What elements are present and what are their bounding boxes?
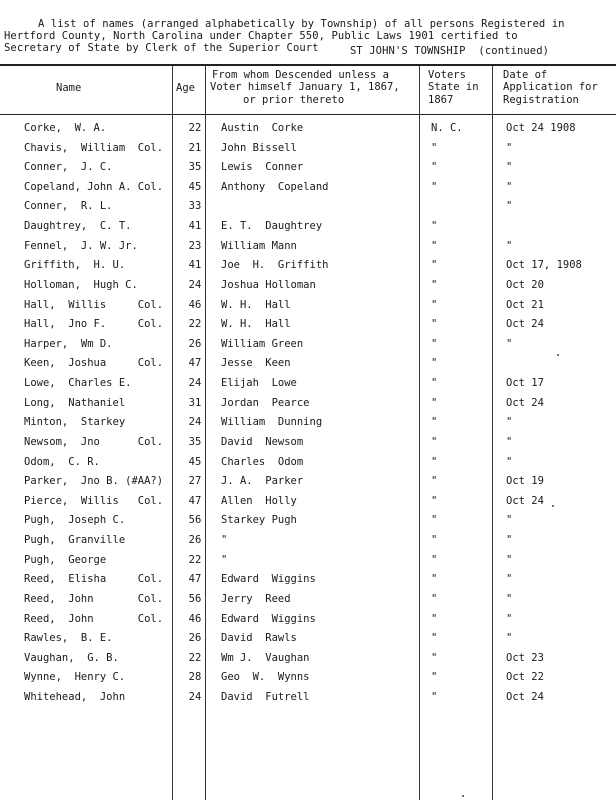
cell-name: Griffith, H. U.	[24, 259, 126, 272]
cell-date: "	[506, 534, 513, 547]
cell-age: 35	[188, 161, 202, 174]
cell-name: Harper, Wm D.	[24, 337, 113, 350]
cell-date: "	[506, 455, 513, 468]
cell-state: "	[431, 651, 438, 664]
cell-name: Pierce, Willis Col.	[24, 494, 164, 507]
column-divider	[419, 66, 420, 800]
cell-name: Pugh, Granville	[24, 534, 126, 547]
cell-name: Rawles, B. E.	[24, 632, 113, 645]
cell-descended: Starkey Pugh	[221, 514, 297, 527]
cell-age: 56	[188, 592, 202, 605]
header-line-2: Hertford County, North Carolina under Chapter 550, Public Laws 1901 certified to	[4, 30, 518, 42]
cell-age: 23	[188, 239, 202, 252]
cell-name: Copeland, John A. Col.	[24, 180, 164, 193]
cell-descended: "	[221, 534, 228, 547]
cell-age: 41	[188, 259, 202, 272]
column-header-date-1: Date of	[503, 69, 548, 81]
cell-state: "	[431, 435, 438, 448]
cell-descended: Anthony Copeland	[221, 180, 329, 193]
cell-date: "	[506, 141, 513, 154]
cell-date: Oct 24 1908	[506, 122, 576, 134]
cell-name: Holloman, Hugh C.	[24, 278, 138, 291]
cell-name: Wynne, Henry C.	[24, 671, 126, 684]
cell-name: Corke, W. A.	[24, 122, 107, 134]
cell-name: Chavis, William Col.	[24, 141, 164, 154]
cell-date: Oct 24	[506, 396, 544, 409]
cell-age: 47	[188, 573, 202, 586]
cell-age: 35	[188, 435, 202, 448]
cell-age: 27	[188, 475, 202, 488]
cell-descended: Allen Holly	[221, 494, 297, 507]
cell-age: 22	[188, 651, 202, 664]
cell-date: Oct 20	[506, 278, 544, 291]
cell-age: 56	[188, 514, 202, 527]
column-header-voters-2: State in	[428, 81, 479, 93]
cell-age: 22	[188, 553, 202, 566]
cell-state: "	[431, 298, 438, 311]
cell-date: "	[506, 180, 513, 193]
column-divider	[492, 66, 493, 800]
header-bottom-rule	[0, 114, 616, 115]
header-line-3: Secretary of State by Clerk of the Superior Court	[4, 42, 319, 54]
cell-descended: David Rawls	[221, 632, 297, 645]
cell-state: "	[431, 337, 438, 350]
cell-state: "	[431, 259, 438, 272]
cell-age: 41	[188, 220, 202, 233]
cell-name: Odom, C. R.	[24, 455, 100, 468]
cell-name: Hall, Jno F. Col.	[24, 318, 164, 331]
column-divider	[172, 66, 173, 800]
cell-date: Oct 19	[506, 475, 544, 488]
cell-age: 26	[188, 337, 202, 350]
cell-date: Oct 21	[506, 298, 544, 311]
cell-state: "	[431, 416, 438, 429]
cell-descended: Wm J. Vaughan	[221, 651, 310, 664]
cell-date: Oct 23	[506, 651, 544, 664]
cell-descended: Geo W. Wynns	[221, 671, 310, 684]
cell-age: 46	[188, 612, 202, 625]
cell-state: "	[431, 514, 438, 527]
cell-state: "	[431, 671, 438, 684]
cell-descended: David Newsom	[221, 435, 304, 448]
cell-state: "	[431, 573, 438, 586]
cell-name: Daughtrey, C. T.	[24, 220, 132, 233]
cell-name: Newsom, Jno Col.	[24, 435, 164, 448]
cell-name: Reed, John Col.	[24, 592, 164, 605]
cell-date: "	[506, 514, 513, 527]
column-header-name: Name	[56, 82, 82, 94]
column-header-age: Age	[176, 82, 195, 94]
cell-age: 45	[188, 180, 202, 193]
cell-state: "	[431, 278, 438, 291]
cell-age: 46	[188, 298, 202, 311]
cell-name: Fennel, J. W. Jr.	[24, 239, 138, 252]
cell-age: 24	[188, 377, 202, 390]
cell-name: Vaughan, G. B.	[24, 651, 119, 664]
cell-age: 45	[188, 455, 202, 468]
cell-date: Oct 17	[506, 377, 544, 390]
speck	[557, 354, 559, 356]
cell-date: Oct 24	[506, 318, 544, 331]
cell-age: 28	[188, 671, 202, 684]
cell-state: "	[431, 318, 438, 331]
cell-state: "	[431, 553, 438, 566]
cell-state: N. C.	[431, 122, 463, 134]
cell-age: 33	[188, 200, 202, 213]
cell-date: Oct 22	[506, 671, 544, 684]
top-rule	[0, 64, 616, 66]
cell-date: "	[506, 435, 513, 448]
cell-descended: Jordan Pearce	[221, 396, 310, 409]
cell-date: "	[506, 239, 513, 252]
cell-age: 22	[188, 122, 202, 134]
cell-state: "	[431, 632, 438, 645]
cell-descended: W. H. Hall	[221, 298, 291, 311]
column-header-voters-3: 1867	[428, 94, 454, 106]
cell-state: "	[431, 377, 438, 390]
cell-state: "	[431, 494, 438, 507]
header-line-1: A list of names (arranged alphabetically by Township) of all persons Registered in	[38, 18, 565, 30]
cell-date: Oct 17, 1908	[506, 259, 582, 272]
cell-descended: Jerry Reed	[221, 592, 291, 605]
cell-date: "	[506, 416, 513, 429]
cell-date: "	[506, 573, 513, 586]
cell-state: "	[431, 161, 438, 174]
cell-descended: "	[221, 553, 228, 566]
cell-state: "	[431, 475, 438, 488]
cell-state: "	[431, 180, 438, 193]
column-header-descended-1: From whom Descended unless a	[212, 69, 390, 81]
cell-state: "	[431, 396, 438, 409]
cell-age: 47	[188, 357, 202, 370]
cell-descended: Edward Wiggins	[221, 573, 316, 586]
cell-name: Reed, Elisha Col.	[24, 573, 164, 586]
speck	[462, 795, 464, 797]
cell-descended: J. A. Parker	[221, 475, 304, 488]
cell-age: 24	[188, 416, 202, 429]
cell-age: 26	[188, 632, 202, 645]
cell-name: Parker, Jno B. (#AA?)	[24, 475, 164, 488]
cell-date: "	[506, 612, 513, 625]
cell-descended: William Mann	[221, 239, 297, 252]
cell-date: "	[506, 592, 513, 605]
cell-age: 21	[188, 141, 202, 154]
cell-descended: Edward Wiggins	[221, 612, 316, 625]
cell-descended: Joshua Holloman	[221, 278, 316, 291]
cell-state: "	[431, 534, 438, 547]
cell-state: "	[431, 592, 438, 605]
column-header-descended-3: or prior thereto	[243, 94, 345, 106]
cell-state: "	[431, 357, 438, 370]
column-header-descended-2: Voter himself January 1, 1867,	[210, 81, 400, 93]
cell-descended: Jesse Keen	[221, 357, 291, 370]
cell-age: 24	[188, 690, 202, 703]
cell-state: "	[431, 239, 438, 252]
cell-date: Oct 24	[506, 690, 544, 703]
cell-age: 26	[188, 534, 202, 547]
cell-name: Pugh, Joseph C.	[24, 514, 126, 527]
column-header-date-2: Application for	[503, 81, 598, 93]
township-title: ST JOHN'S TOWNSHIP (continued)	[350, 45, 550, 57]
cell-name: Reed, John Col.	[24, 612, 164, 625]
cell-descended: E. T. Daughtrey	[221, 220, 323, 233]
cell-name: Conner, J. C.	[24, 161, 113, 174]
speck	[552, 505, 554, 507]
cell-date: Oct 24	[506, 494, 544, 507]
cell-name: Whitehead, John	[24, 690, 126, 703]
cell-state: "	[431, 141, 438, 154]
cell-state: "	[431, 690, 438, 703]
cell-date: "	[506, 161, 513, 174]
cell-descended: Austin Corke	[221, 122, 304, 134]
cell-name: Keen, Joshua Col.	[24, 357, 164, 370]
cell-descended: Joe H. Griffith	[221, 259, 329, 272]
cell-state: "	[431, 612, 438, 625]
cell-date: "	[506, 553, 513, 566]
cell-date: "	[506, 632, 513, 645]
cell-name: Lowe, Charles E.	[24, 377, 132, 390]
cell-age: 31	[188, 396, 202, 409]
cell-descended: David Futrell	[221, 690, 310, 703]
cell-name: Pugh, George	[24, 553, 107, 566]
cell-name: Minton, Starkey	[24, 416, 126, 429]
cell-date: "	[506, 200, 513, 213]
cell-descended: Lewis Conner	[221, 161, 304, 174]
cell-age: 24	[188, 278, 202, 291]
cell-age: 47	[188, 494, 202, 507]
column-divider	[205, 66, 206, 800]
cell-descended: W. H. Hall	[221, 318, 291, 331]
cell-descended: William Dunning	[221, 416, 323, 429]
cell-name: Hall, Willis Col.	[24, 298, 164, 311]
cell-descended: William Green	[221, 337, 304, 350]
cell-state: "	[431, 455, 438, 468]
cell-descended: Charles Odom	[221, 455, 304, 468]
cell-name: Long, Nathaniel	[24, 396, 126, 409]
cell-descended: Elijah Lowe	[221, 377, 297, 390]
column-header-voters-1: Voters	[428, 69, 466, 81]
cell-date: "	[506, 337, 513, 350]
cell-name: Conner, R. L.	[24, 200, 113, 213]
cell-age: 22	[188, 318, 202, 331]
cell-state: "	[431, 220, 438, 233]
column-header-date-3: Registration	[503, 94, 579, 106]
cell-descended: John Bissell	[221, 141, 297, 154]
